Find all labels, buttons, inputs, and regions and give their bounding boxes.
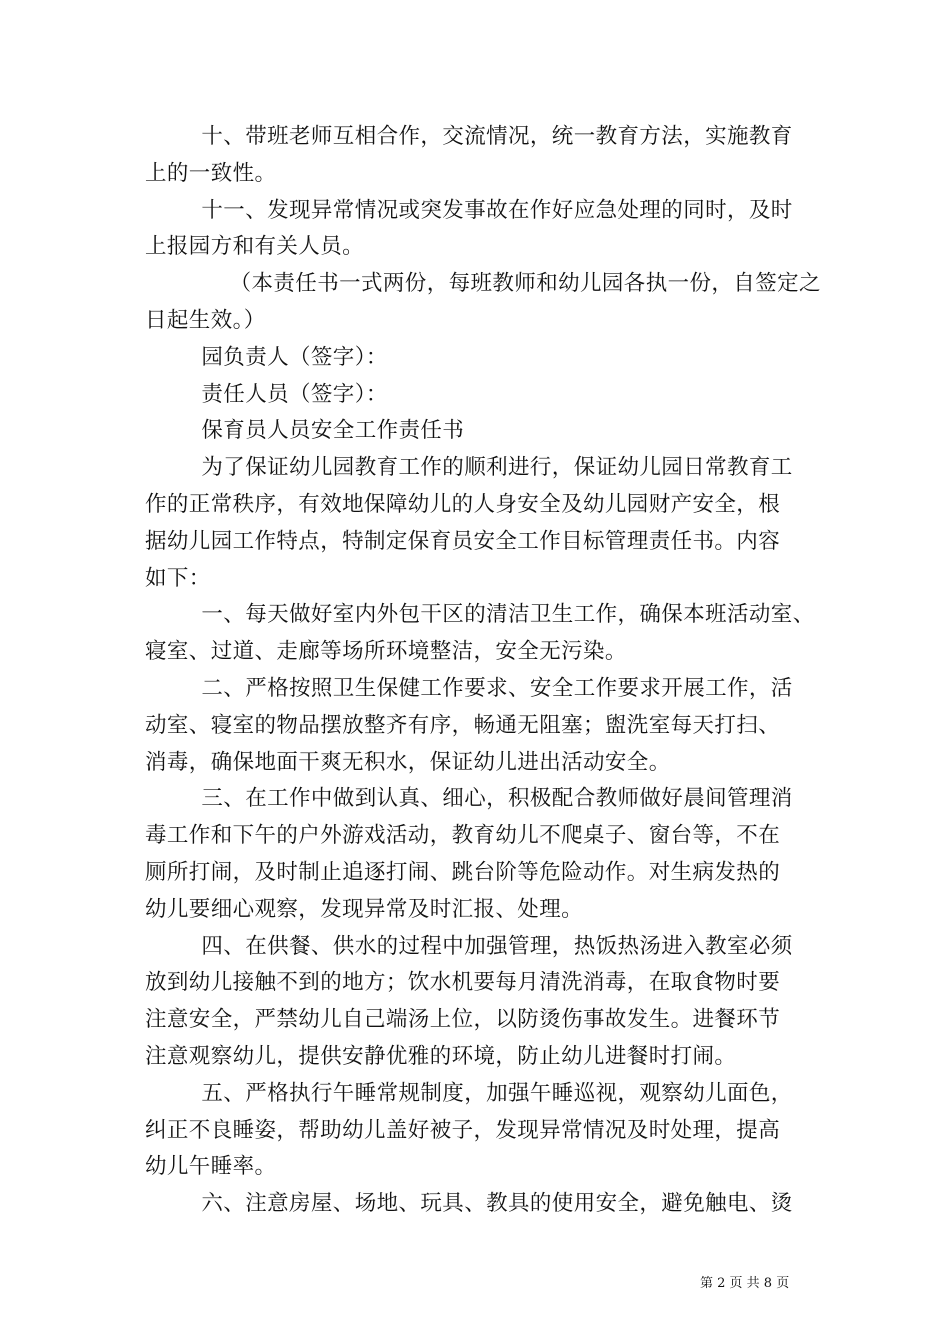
text-line: 动室、寝室的物品摆放整齐有序，畅通无阻塞；盥洗室每天打扫、 [145, 712, 781, 738]
text-line: 一、每天做好室内外包干区的清洁卫生工作，确保本班活动室、 [201, 602, 815, 628]
text-line: 三、在工作中做到认真、细心，积极配合教师做好晨间管理消 [201, 786, 793, 812]
text-line: 寝室、过道、走廊等场所环境整洁，安全无污染。 [145, 639, 627, 665]
text-line: 厕所打闹，及时制止追逐打闹、跳台阶等危险动作。对生病发热的 [145, 860, 781, 885]
text-line: 毒工作和下午的户外游戏活动，教育幼儿不爬桌子、窗台等，不在 [145, 823, 781, 849]
text-line: 园负责人（签字）： [201, 344, 388, 370]
text-line: （本责任书一式两份，每班教师和幼儿园各执一份，自签定之 [229, 271, 821, 297]
text-line: 幼儿午睡率。 [145, 1154, 277, 1180]
text-line: 保育员人员安全工作责任书 [201, 418, 465, 444]
text-line: 上报园方和有关人员。 [145, 234, 365, 260]
text-line: 日起生效。） [145, 308, 266, 333]
text-line: 据幼儿园工作特点，特制定保育员安全工作目标管理责任书。内容 [145, 528, 781, 554]
text-line: 为了保证幼儿园教育工作的顺利进行，保证幼儿园日常教育工 [201, 455, 793, 481]
text-line: 五、严格执行午睡常规制度，加强午睡巡视，观察幼儿面色， [201, 1080, 793, 1106]
text-line: 幼儿要细心观察，发现异常及时汇报、处理。 [145, 896, 584, 922]
text-line: 二、严格按照卫生保健工作要求、安全工作要求开展工作，活 [201, 676, 793, 701]
text-line: 责任人员（签字）： [201, 381, 388, 407]
text-line: 四、在供餐、供水的过程中加强管理，热饭热汤进入教室必须 [201, 933, 793, 959]
text-line: 十一、发现异常情况或突发事故在作好应急处理的同时，及时 [201, 197, 793, 223]
text-line: 注意观察幼儿，提供安静优雅的环境，防止幼儿进餐时打闹。 [145, 1044, 737, 1069]
page-number: 第 2 页 共 8 页 [700, 1276, 790, 1291]
text-line: 纠正不良睡姿，帮助幼儿盖好被子，发现异常情况及时处理，提高 [145, 1117, 781, 1143]
text-line: 上的一致性。 [145, 160, 277, 186]
text-line: 注意安全，严禁幼儿自己端汤上位，以防烫伤事故发生。进餐环节 [145, 1007, 781, 1033]
text-line: 如下： [145, 565, 211, 591]
text-line: 六、注意房屋、场地、玩具、教具的使用安全，避免触电、烫 [201, 1191, 793, 1217]
text-line: 十、带班老师互相合作，交流情况，统一教育方法，实施教育 [201, 124, 793, 149]
text-line: 消毒，确保地面干爽无积水，保证幼儿进出活动安全。 [145, 749, 671, 775]
text-line: 作的正常秩序，有效地保障幼儿的人身安全及幼儿园财产安全，根 [145, 492, 781, 517]
text-line: 放到幼儿接触不到的地方；饮水机要每月清洗消毒，在取食物时要 [145, 970, 781, 996]
